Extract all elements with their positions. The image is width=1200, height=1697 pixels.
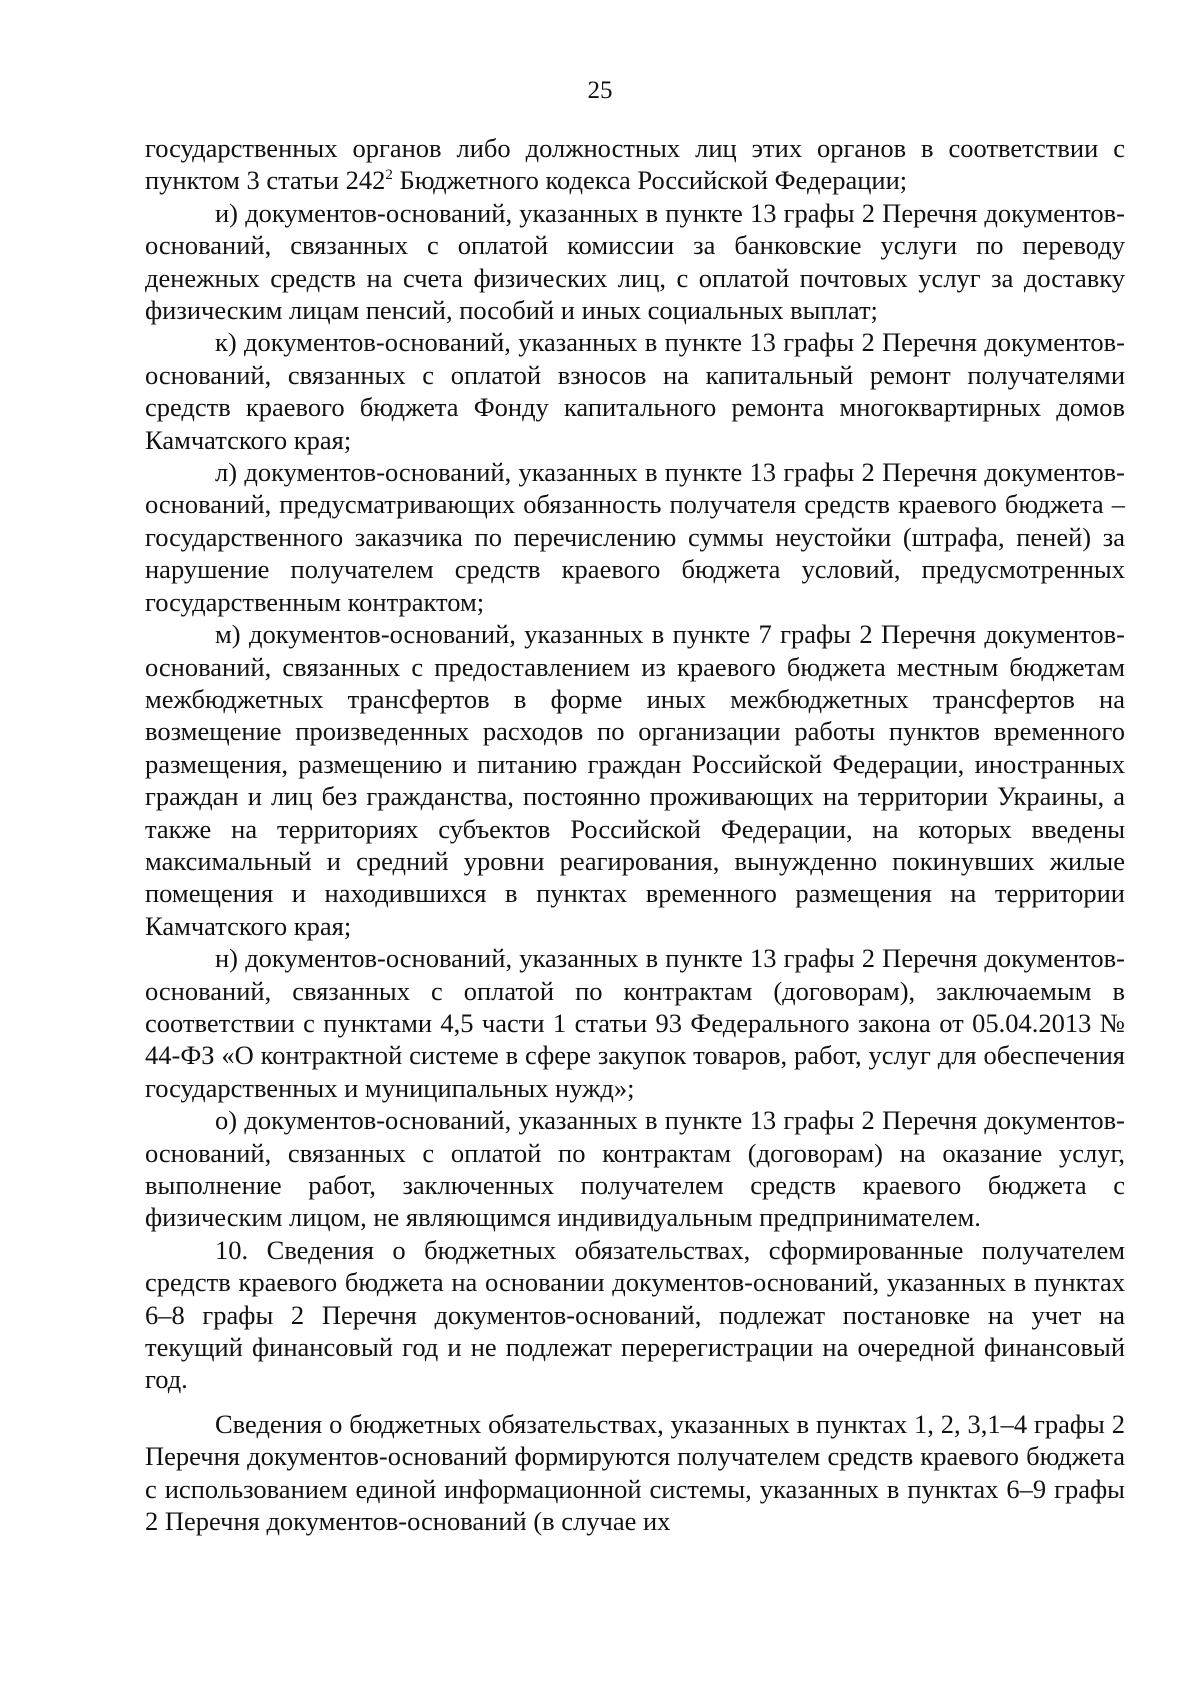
paragraph-item-k: к) документов-оснований, указанных в пункте 13 графы 2 Перечня документов-оснований, связанных с оплатой взносов на капитальный ремонт получателями средств краевого бюджета Фонду капитального ремонта многоквартирных домов Камчатского края; [145,327,1125,455]
paragraph-text: государственных органов либо должностных лиц этих органов в соответствии с пунктом 3 статьи 242 [145,133,1125,196]
document-body [145,132,1125,1537]
paragraph-item-m: м) документов-оснований, указанных в пункте 7 графы 2 Перечня документов-оснований, связанных с предоставлением из краевого бюджета местным бюджетам межбюджетных трансфертов в форме иных межбюджетных трансфертов на возмещение произведенных расходов по организации работы пунктов временного размещения, размещению и питанию граждан Российской Федерации, иностранных граждан и лиц без гражданства, постоянно проживающих на территории Украины, а также на территориях субъектов Российской Федерации, на которых введены максимальный и средний уровни реагирования, вынужденно покинувших жилые помещения и находившихся в пунктах временного размещения на территории Камчатского края; [145,619,1125,941]
paragraph-item-l: л) документов-оснований, указанных в пункте 13 графы 2 Перечня документов-оснований, предусматривающих обязанность получателя средств краевого бюджета – государственного заказчика по перечислению суммы неустойки (штрафа, пеней) за нарушение получателем средств краевого бюджета условий, предусмотренных государственным контрактом; [145,457,1125,617]
superscript: 2 [385,167,393,184]
paragraph-continuation [145,132,1125,197]
page-number: 25 [587,77,613,104]
paragraph-item-n: н) документов-оснований, указанных в пункте 13 графы 2 Перечня документов-оснований, связанных с оплатой по контрактам (договорам), заключаемым в соответствии с пунктами 4,5 части 1 статьи 93 Федерального закона от 05.04.2013 № 44-ФЗ «О контрактной системе в сфере закупок товаров, работ, услуг для обеспечения государственных и муниципальных нужд»; [145,943,1125,1103]
paragraph-section-10: 10. Сведения о бюджетных обязательствах, сформированные получателем средств краевого бюджета на основании документов-оснований, указанных в пунктах 6–8 графы 2 Перечня документов-оснований, подлежат постановке на учет на текущий финансовый год и не подлежат перерегистрации на очередной финансовый год. [145,1234,1125,1395]
paragraph-item-i: и) документов-оснований, указанных в пункте 13 графы 2 Перечня документов-оснований, связанных с оплатой комиссии за банковские услуги по переводу денежных средств на счета физических лиц, с оплатой почтовых услуг за доставку физическим лицам пенсий, пособий и иных социальных выплат; [145,197,1125,326]
paragraph-item-o: о) документов-оснований, указанных в пункте 13 графы 2 Перечня документов-оснований, связанных с оплатой по контрактам (договорам) на оказание услуг, выполнение работ, заключенных получателем средств краевого бюджета с физическим лицом, не являющимся индивидуальным предпринимателем. [145,1105,1125,1233]
paragraph-text-end: Бюджетного кодекса Российской Федерации; [392,165,908,196]
paragraph-section-10-continued: Сведения о бюджетных обязательствах, указанных в пунктах 1, 2, 3,1–4 графы 2 Перечня документов-оснований формируются получателем средств краевого бюджета с использованием единой информационной системы, указанных в пунктах 6–9 графы 2 Перечня документов-оснований (в случае их [145,1408,1125,1537]
